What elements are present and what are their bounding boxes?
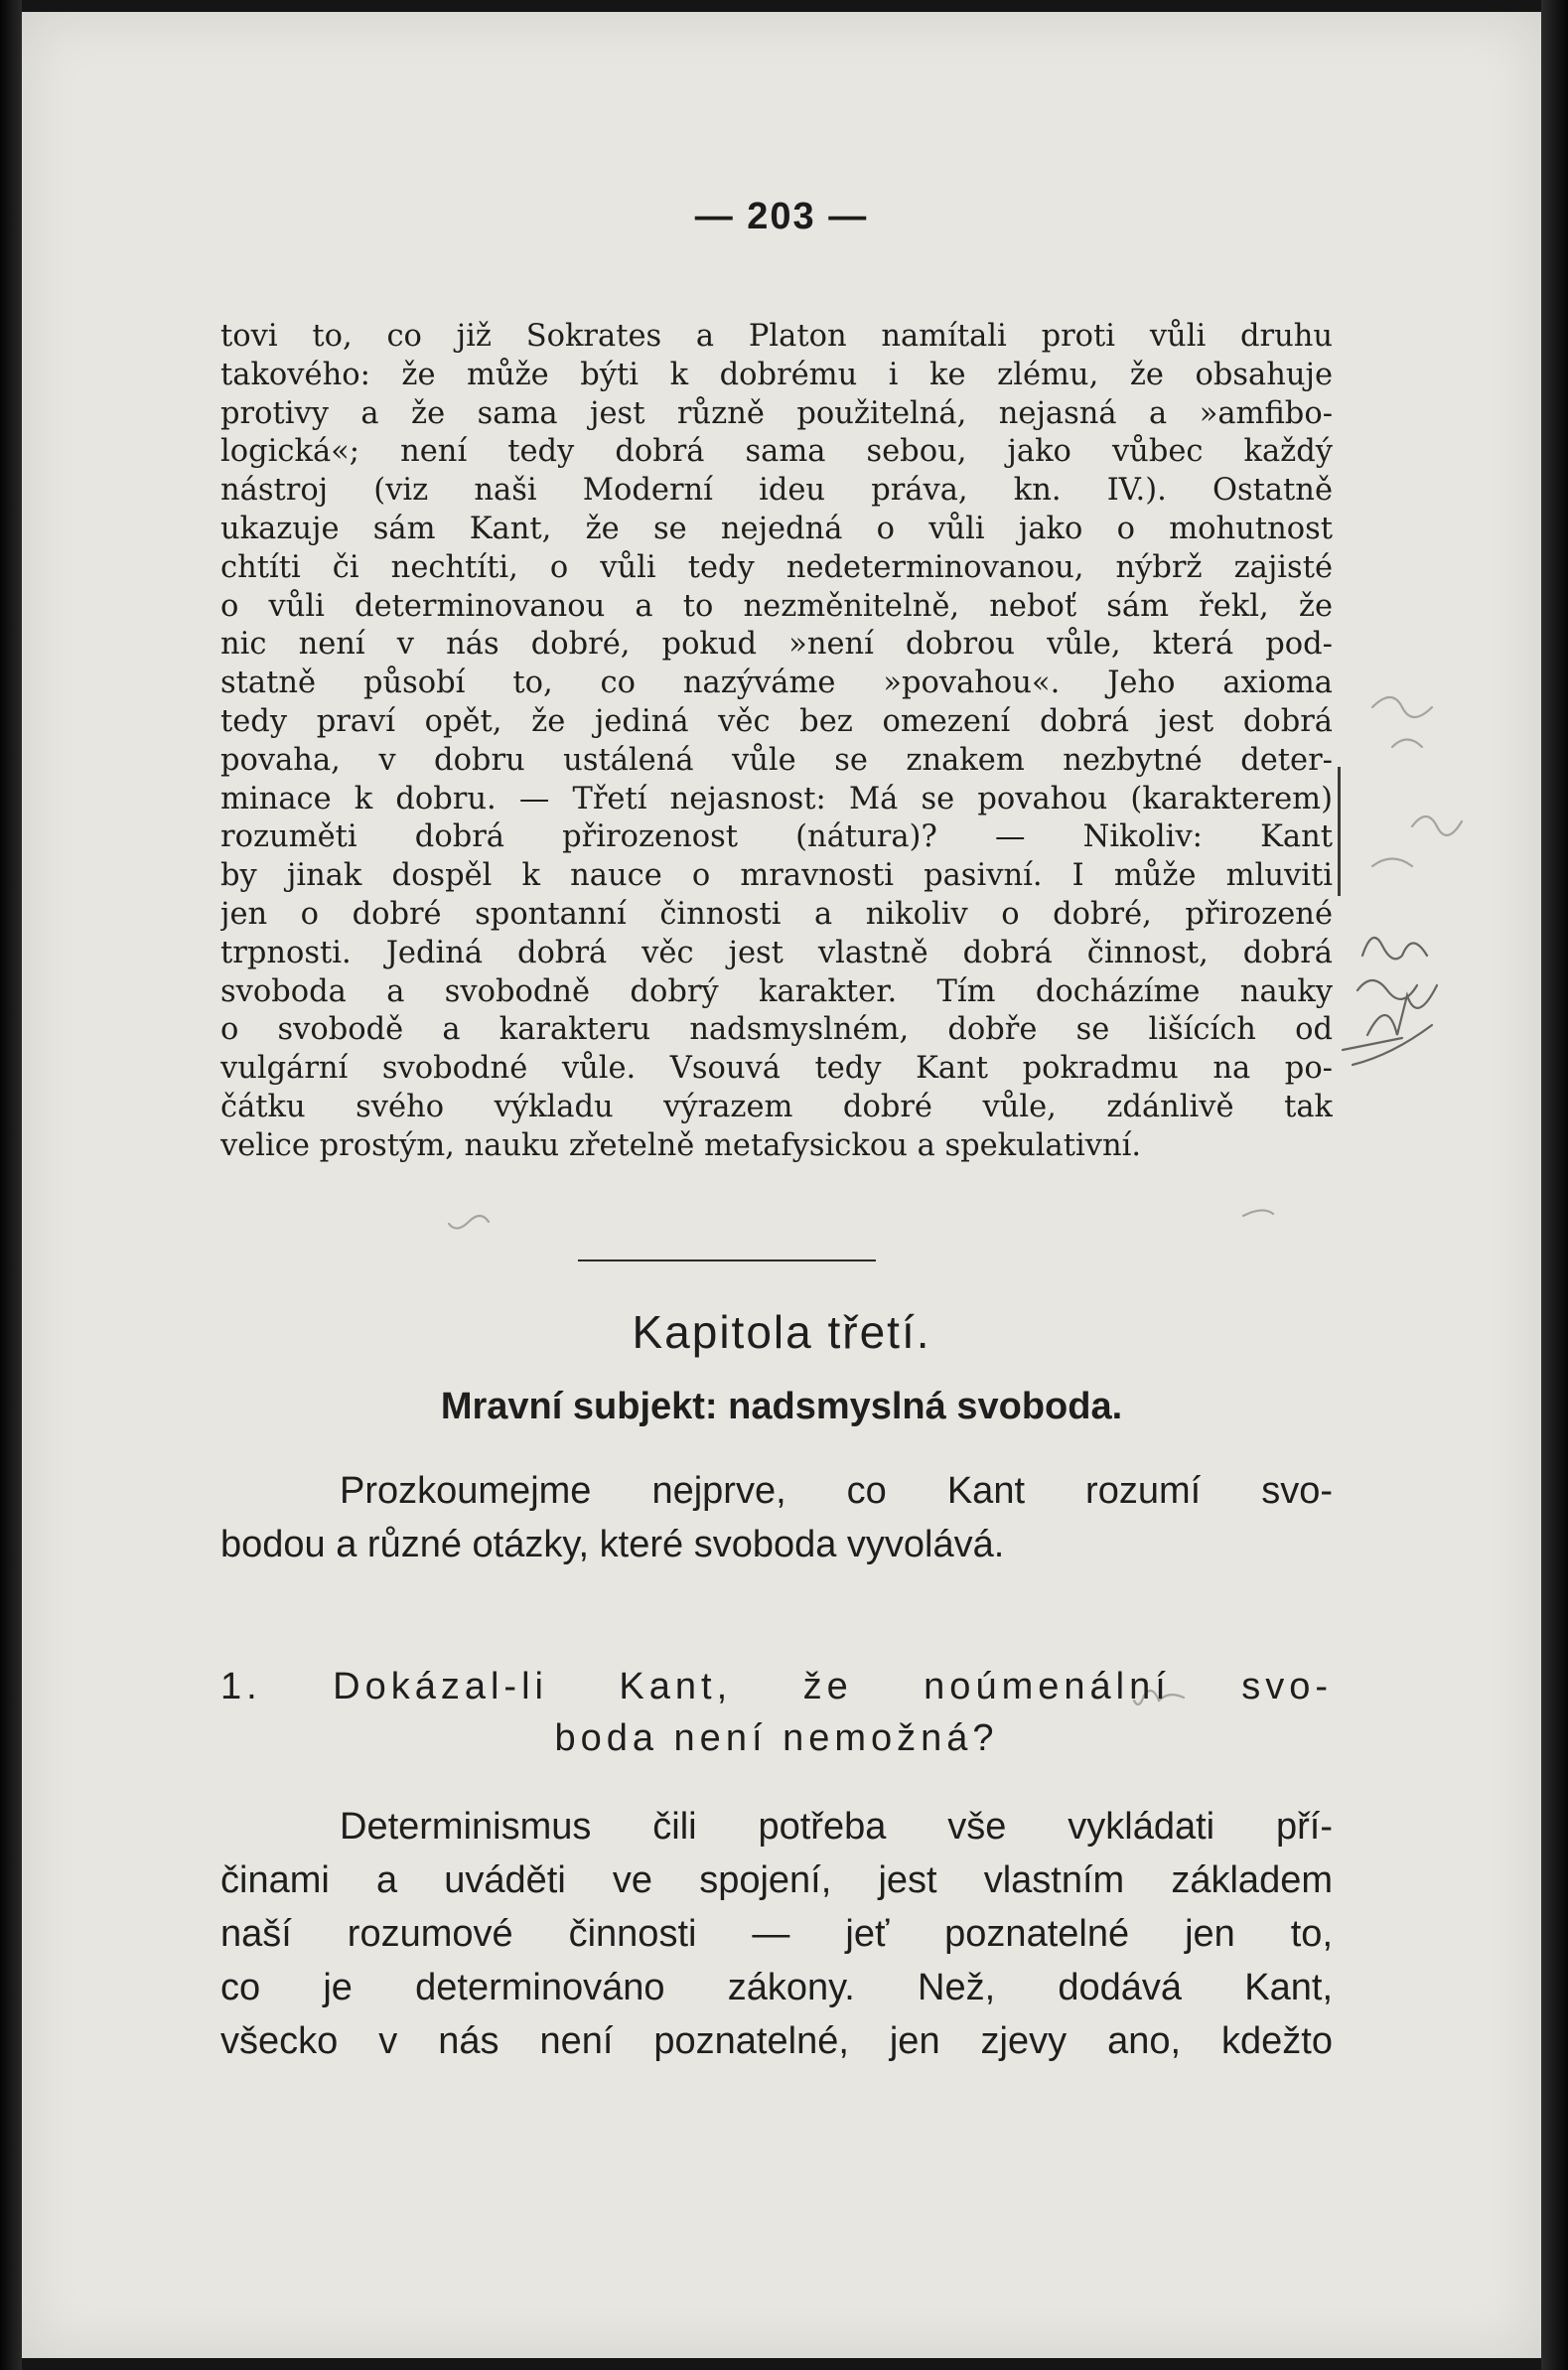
paragraph-line: by jinak dospěl k nauce o mravnosti pasivní. I může mluviti [220, 858, 1333, 894]
section-line: všecko v nás není poznatelné, jen zjevy ano, kdežto [220, 2020, 1333, 2062]
paragraph-line: vulgární svobodné vůle. Vsouvá tedy Kant pokradmu na po- [220, 1051, 1333, 1087]
paragraph-line: ukazuje sám Kant, že se nejedná o vůli jako o mohutnost [220, 511, 1333, 546]
paragraph-line: trpnosti. Jediná dobrá věc jest vlastně dobrá činnost, dobrá [220, 935, 1333, 970]
section-divider [578, 1259, 876, 1261]
paragraph-line: statně působí to, co nazýváme »povahou«. Jeho axioma [220, 666, 1333, 701]
paragraph-line: logická«; není tedy dobrá sama sebou, jako vůbec každý [220, 434, 1333, 470]
chapter-subtitle: Mravní subjekt: nadsmyslná svoboda. [440, 1386, 1123, 1427]
paragraph-line: velice prostým, nauku zřetelně metafysickou a spekulativní. [220, 1127, 1142, 1163]
section-line: co je determinováno zákony. Než, dodává Kant, [220, 1967, 1333, 2008]
paragraph-line: nic není v nás dobré, pokud »není dobrou vůle, která pod- [220, 627, 1333, 663]
intro-paragraph [220, 1464, 1333, 1571]
paragraph-line: rozuměti dobrá přirozenost (nátura)? — Nikoliv: Kant [220, 819, 1333, 855]
intro-line: bodou a různé otázky, které svoboda vyvolává. [220, 1524, 1005, 1565]
section-line: činami a uváděti ve spojení, jest vlastním základem [220, 1859, 1333, 1901]
paragraph-line: svoboda a svobodně dobrý karakter. Tím docházíme nauky [220, 973, 1333, 1009]
paragraph-line: chtíti či nechtíti, o vůli tedy nedeterminovanou, nýbrž zajisté [220, 549, 1333, 585]
intro-line: Prozkoumejme nejprve, co Kant rozumí svo- [340, 1470, 1333, 1512]
section-line: naší rozumové činnosti — jeť poznatelné jen to, [220, 1913, 1333, 1955]
paragraph-line: minace k dobru. — Třetí nejasnost: Má se povahou (karakterem) [220, 781, 1333, 816]
page-number: — 203 — [694, 196, 869, 237]
scan-edge-right [1541, 0, 1568, 2370]
paragraph-line: čátku svého výkladu výrazem dobré vůle, zdánlivě tak [220, 1089, 1333, 1124]
paragraph-line: povaha, v dobru ustálená vůle se znakem nezbytné deter- [220, 742, 1333, 778]
continued-paragraph [220, 318, 1333, 1166]
paragraph-line: tedy praví opět, že jediná věc bez omezení dobrá jest dobrá [220, 703, 1333, 739]
paragraph-line: o vůli determinovanou a to nezměnitelně, neboť sám řekl, že [220, 588, 1333, 624]
scan-edge-left [0, 0, 22, 2370]
section-heading-line: 1. Dokázal-li Kant, že noúmenální svo- [220, 1666, 1333, 1707]
paragraph-line: o svobodě a karakteru nadsmyslném, dobře se lišících od [220, 1012, 1333, 1048]
paragraph-line: jen o dobré spontanní činnosti a nikoliv o dobré, přirozené [220, 896, 1333, 932]
paragraph-line: takového: že může býti k dobrému i ke zlému, že obsahuje [220, 357, 1333, 392]
margin-pencil-mark [1338, 767, 1341, 896]
paragraph-line: nástroj (viz naši Moderní ideu práva, kn. IV.). Ostatně [220, 473, 1333, 509]
paragraph-line: tovi to, co již Sokrates a Platon namítali proti vůli druhu [220, 319, 1333, 354]
chapter-title: Kapitola třetí. [632, 1306, 931, 1358]
section-paragraph [220, 1800, 1333, 2068]
section-heading [220, 1661, 1333, 1764]
section-heading-line: boda není nemožná? [554, 1717, 999, 1759]
book-page [22, 12, 1541, 2358]
paragraph-line: protivy a že sama jest různě použitelná, nejasná a »amfibo- [220, 395, 1333, 431]
section-line: Determinismus čili potřeba vše vykládati pří- [340, 1806, 1333, 1848]
